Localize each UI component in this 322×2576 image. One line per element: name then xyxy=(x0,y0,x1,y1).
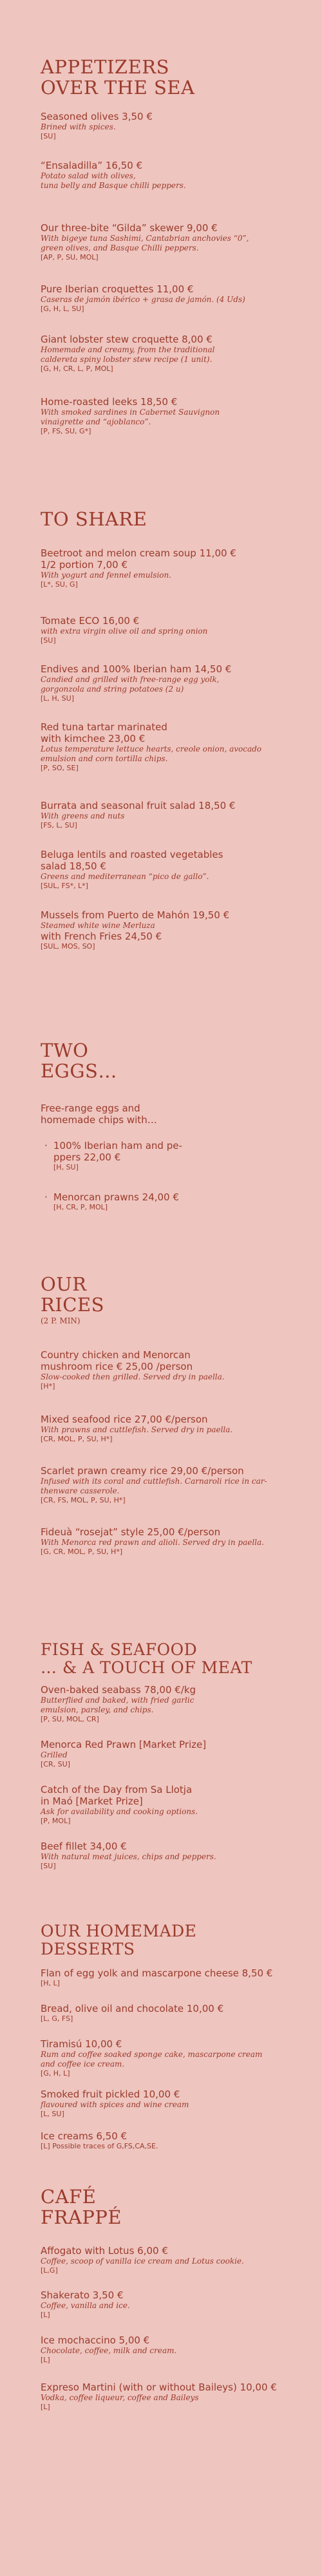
item-allergens: [P, SO, SE] xyxy=(41,764,79,772)
desserts-title: OUR HOMEMADE DESSERTS xyxy=(41,1922,197,1958)
item-description: Slow-cooked then grilled. Served dry in paella. xyxy=(41,1372,225,1381)
menu-item xyxy=(41,2245,298,2275)
fish-title: FISH & SEAFOOD … & A TOUCH OF MEAT xyxy=(41,1640,252,1677)
item-name: Beef fillet 34,00 € xyxy=(41,1841,127,1852)
item-allergens: [G, H, L] xyxy=(41,2069,70,2078)
item-allergens: [L] xyxy=(41,2403,50,2411)
item-allergens: [P, MOL] xyxy=(41,1817,71,1825)
coffee-title: CAFÉ FRAPPÉ xyxy=(41,2186,122,2228)
item-name: Mussels from Puerto de Mahón 19,50 € xyxy=(41,909,230,921)
item-description: Coffee, vanilla and ice. xyxy=(41,2301,130,2310)
item-name: Beetroot and melon cream soup 11,00 € 1/2 portion 7,00 € xyxy=(41,547,236,571)
item-description: With yogurt and fennel emulsion. xyxy=(41,571,172,580)
menu-item xyxy=(41,909,298,951)
rices-subtitle: (2 P. MIN) xyxy=(41,1316,80,1325)
item-description: Ask for availability and cooking options. xyxy=(41,1807,198,1816)
item-description: Homemade and creamy, from the traditional caldereta spiny lobster stew recipe (1 unit). xyxy=(41,345,215,364)
item-name: Menorca Red Prawn [Market Prize] xyxy=(41,1739,207,1750)
menu-item xyxy=(41,615,298,645)
bullet-icon: · xyxy=(44,1140,48,1151)
item-name: Seasoned olives 3,50 € xyxy=(41,111,153,122)
item-name: Beluga lentils and roasted vegetables salad 18,50 € xyxy=(41,849,223,872)
item-name: Affogato with Lotus 6,00 € xyxy=(41,2245,168,2257)
menu-item xyxy=(41,800,298,830)
menu-item xyxy=(41,111,298,141)
menu-item xyxy=(41,1841,298,1871)
appetizers-title: APPETIZERS OVER THE SEA xyxy=(41,56,195,99)
item-description: Infused with its coral and cuttlefish. Carnaroli rice in car- thenware casserole. xyxy=(41,1477,267,1495)
item-description: Grilled xyxy=(41,1750,68,1759)
item-name: Catch of the Day from Sa Llotja in Maó [Market Prize] xyxy=(41,1784,193,1807)
item-name: Mixed seafood rice 27,00 €/person xyxy=(41,1414,208,1425)
item-allergens: [CR, SU] xyxy=(41,1760,70,1768)
item-name: Endives and 100% Iberian ham 14,50 € xyxy=(41,663,232,675)
item-allergens: [P, SU, MOL, CR] xyxy=(41,1715,99,1723)
item-description: Steamed white wine Merluza xyxy=(41,921,155,930)
item-allergens: [H*] xyxy=(41,1382,55,1390)
menu-item xyxy=(41,2038,298,2078)
item-name: “Ensaladilla” 16,50 € xyxy=(41,160,143,171)
item-allergens: [L] xyxy=(41,2356,50,2364)
item-allergens: [L, H, SU] xyxy=(41,694,75,703)
item-allergens: [H, SU] xyxy=(53,1163,79,1171)
item-description: Candied and grilled with free-range egg yolk, gorgonzola and string potatoes (2 u) xyxy=(41,675,220,694)
item-allergens: [SU] xyxy=(41,132,56,140)
item-name: with French Fries 24,50 € xyxy=(41,931,162,942)
item-allergens: [P, FS, SU, G*] xyxy=(41,427,91,435)
menu-item xyxy=(41,1739,298,1769)
item-description: with extra virgin olive oil and spring onion xyxy=(41,627,208,636)
menu-item xyxy=(41,849,298,891)
item-name: Tiramisú 10,00 € xyxy=(41,2038,122,2050)
item-description: Lotus temperature lettuce hearts, creole onion, avocado emulsion and corn tortilla chips. xyxy=(41,744,262,763)
item-name: 100% Iberian ham and pe- ppers 22,00 € xyxy=(53,1140,182,1163)
item-description: Coffee, scoop of vanilla ice cream and Lotus cookie. xyxy=(41,2257,244,2266)
item-name: Ice creams 6,50 € xyxy=(41,2130,128,2142)
menu-item xyxy=(41,2088,298,2119)
item-description: With bigeye tuna Sashimi, Cantabrian anchovies “0”, green olives, and Basque Chilli peppers. xyxy=(41,234,249,252)
menu-item xyxy=(41,1414,298,1444)
item-description: Vodka, coffee liqueur, coffee and Baileys xyxy=(41,2393,199,2402)
item-allergens: [CR, FS, MOL, P, SU, H*] xyxy=(41,1496,126,1504)
item-name: Expreso Martini (with or without Baileys) 10,00 € xyxy=(41,2382,277,2393)
item-allergens: [CR, MOL, P, SU, H*] xyxy=(41,1435,113,1443)
item-description: With smoked sardines in Cabernet Sauvignon vinaigrette and “ajoblanco”. xyxy=(41,408,220,426)
menu-item xyxy=(41,547,298,589)
item-name: Bread, olive oil and chocolate 10,00 € xyxy=(41,2003,224,2014)
item-name: Burrata and seasonal fruit salad 18,50 € xyxy=(41,800,236,811)
item-allergens: [SU] xyxy=(41,636,56,645)
item-name: Pure Iberian croquettes 11,00 € xyxy=(41,283,194,295)
item-description: Butterflied and baked, with fried garlic emulsion, parsley, and chips. xyxy=(41,1696,194,1714)
item-allergens: [SUL, MOS, SO] xyxy=(41,942,95,951)
item-allergens: [L, G, FS] xyxy=(41,2014,73,2023)
item-allergens: [L] Possible traces of G,FS,CA,SE. xyxy=(41,2142,158,2150)
item-name: Shakerato 3,50 € xyxy=(41,2289,124,2301)
item-allergens: [L] xyxy=(41,2311,50,2319)
item-name: Country chicken and Menorcan mushroom rice € 25,00 /person xyxy=(41,1349,193,1372)
item-name: Smoked fruit pickled 10,00 € xyxy=(41,2088,180,2100)
item-description: Caseras de jamón ibérico + grasa de jamón. (4 Uds) xyxy=(41,295,245,304)
eggs-intro: Free-range eggs and homemade chips with… xyxy=(41,1103,157,1126)
item-description: Brined with spices. xyxy=(41,122,116,131)
eggs-title: TWO EGGS… xyxy=(41,1039,117,1082)
item-description: Chocolate, coffee, milk and cream. xyxy=(41,2346,177,2355)
item-description: flavoured with spices and wine cream xyxy=(41,2100,189,2109)
menu-item xyxy=(41,1349,298,1391)
item-allergens: [SU] xyxy=(41,1862,56,1870)
item-allergens: [G, H, CR, L, P, MOL] xyxy=(41,365,113,373)
item-name: Red tuna tartar marinated with kimchee 23,00 € xyxy=(41,721,167,744)
menu-item xyxy=(41,2003,298,2023)
item-description: With greens and nuts xyxy=(41,811,125,820)
item-allergens: [G, CR, MOL, P, SU, H*] xyxy=(41,1548,123,1556)
menu-item xyxy=(41,283,298,314)
menu-item xyxy=(41,396,298,436)
item-description: With prawns and cuttlefish. Served dry in paella. xyxy=(41,1425,233,1434)
item-allergens: [H, L] xyxy=(41,1979,60,1987)
menu-item xyxy=(41,2130,298,2151)
item-allergens: [L, SU] xyxy=(41,2110,64,2118)
menu-item xyxy=(41,663,298,703)
item-name: Fideuà “rosejat” style 25,00 €/person xyxy=(41,1526,221,1538)
menu-item xyxy=(41,2289,298,2320)
menu-item xyxy=(41,1784,298,1826)
menu-item xyxy=(41,160,298,191)
item-allergens: [H, CR, P, MOL] xyxy=(53,1203,108,1211)
menu-item xyxy=(41,2382,298,2412)
item-description: Potato salad with olives, tuna belly and Basque chilli peppers. xyxy=(41,171,186,190)
item-allergens: [FS, L, SU] xyxy=(41,821,77,829)
item-allergens: [L,G] xyxy=(41,2266,58,2275)
item-name: Home-roasted leeks 18,50 € xyxy=(41,396,178,408)
item-allergens: [L*, SU, G] xyxy=(41,580,78,589)
item-name: Flan of egg yolk and mascarpone cheese 8,50 € xyxy=(41,1967,273,1979)
menu-item xyxy=(41,1684,298,1724)
menu-item xyxy=(41,334,298,374)
menu-item xyxy=(41,1465,298,1505)
item-allergens: [AP, P, SU, MOL] xyxy=(41,253,99,261)
item-name: Scarlet prawn creamy rice 29,00 €/person xyxy=(41,1465,244,1477)
menu-item xyxy=(41,2334,298,2365)
menu-item xyxy=(41,721,298,773)
item-allergens: [SUL, FS*, L*] xyxy=(41,882,88,890)
share-title: TO SHARE xyxy=(41,508,147,530)
item-description: With natural meat juices, chips and peppers. xyxy=(41,1852,216,1861)
item-name: Menorcan prawns 24,00 € xyxy=(53,1191,179,1203)
item-name: Giant lobster stew croquette 8,00 € xyxy=(41,334,213,345)
item-allergens: [G, H, L, SU] xyxy=(41,305,84,313)
bullet-icon: · xyxy=(44,1191,48,1203)
item-description: Greens and mediterranean “pico de gallo”. xyxy=(41,872,209,881)
item-name: Our three-bite “Gilda” skewer 9,00 € xyxy=(41,222,218,234)
item-name: Ice mochaccino 5,00 € xyxy=(41,2334,150,2346)
rices-title: OUR RICES xyxy=(41,1273,105,1316)
menu-item xyxy=(41,1526,298,1557)
menu-item xyxy=(41,222,298,262)
item-name: Tomate ECO 16,00 € xyxy=(41,615,140,627)
item-description: Rum and coffee soaked sponge cake, mascarpone cream and coffee ice cream. xyxy=(41,2050,263,2069)
item-description: With Menorca red prawn and alioli. Served dry in paella. xyxy=(41,1538,264,1547)
menu-item xyxy=(41,1967,298,1988)
item-name: Oven-baked seabass 78,00 €/kg xyxy=(41,1684,196,1696)
